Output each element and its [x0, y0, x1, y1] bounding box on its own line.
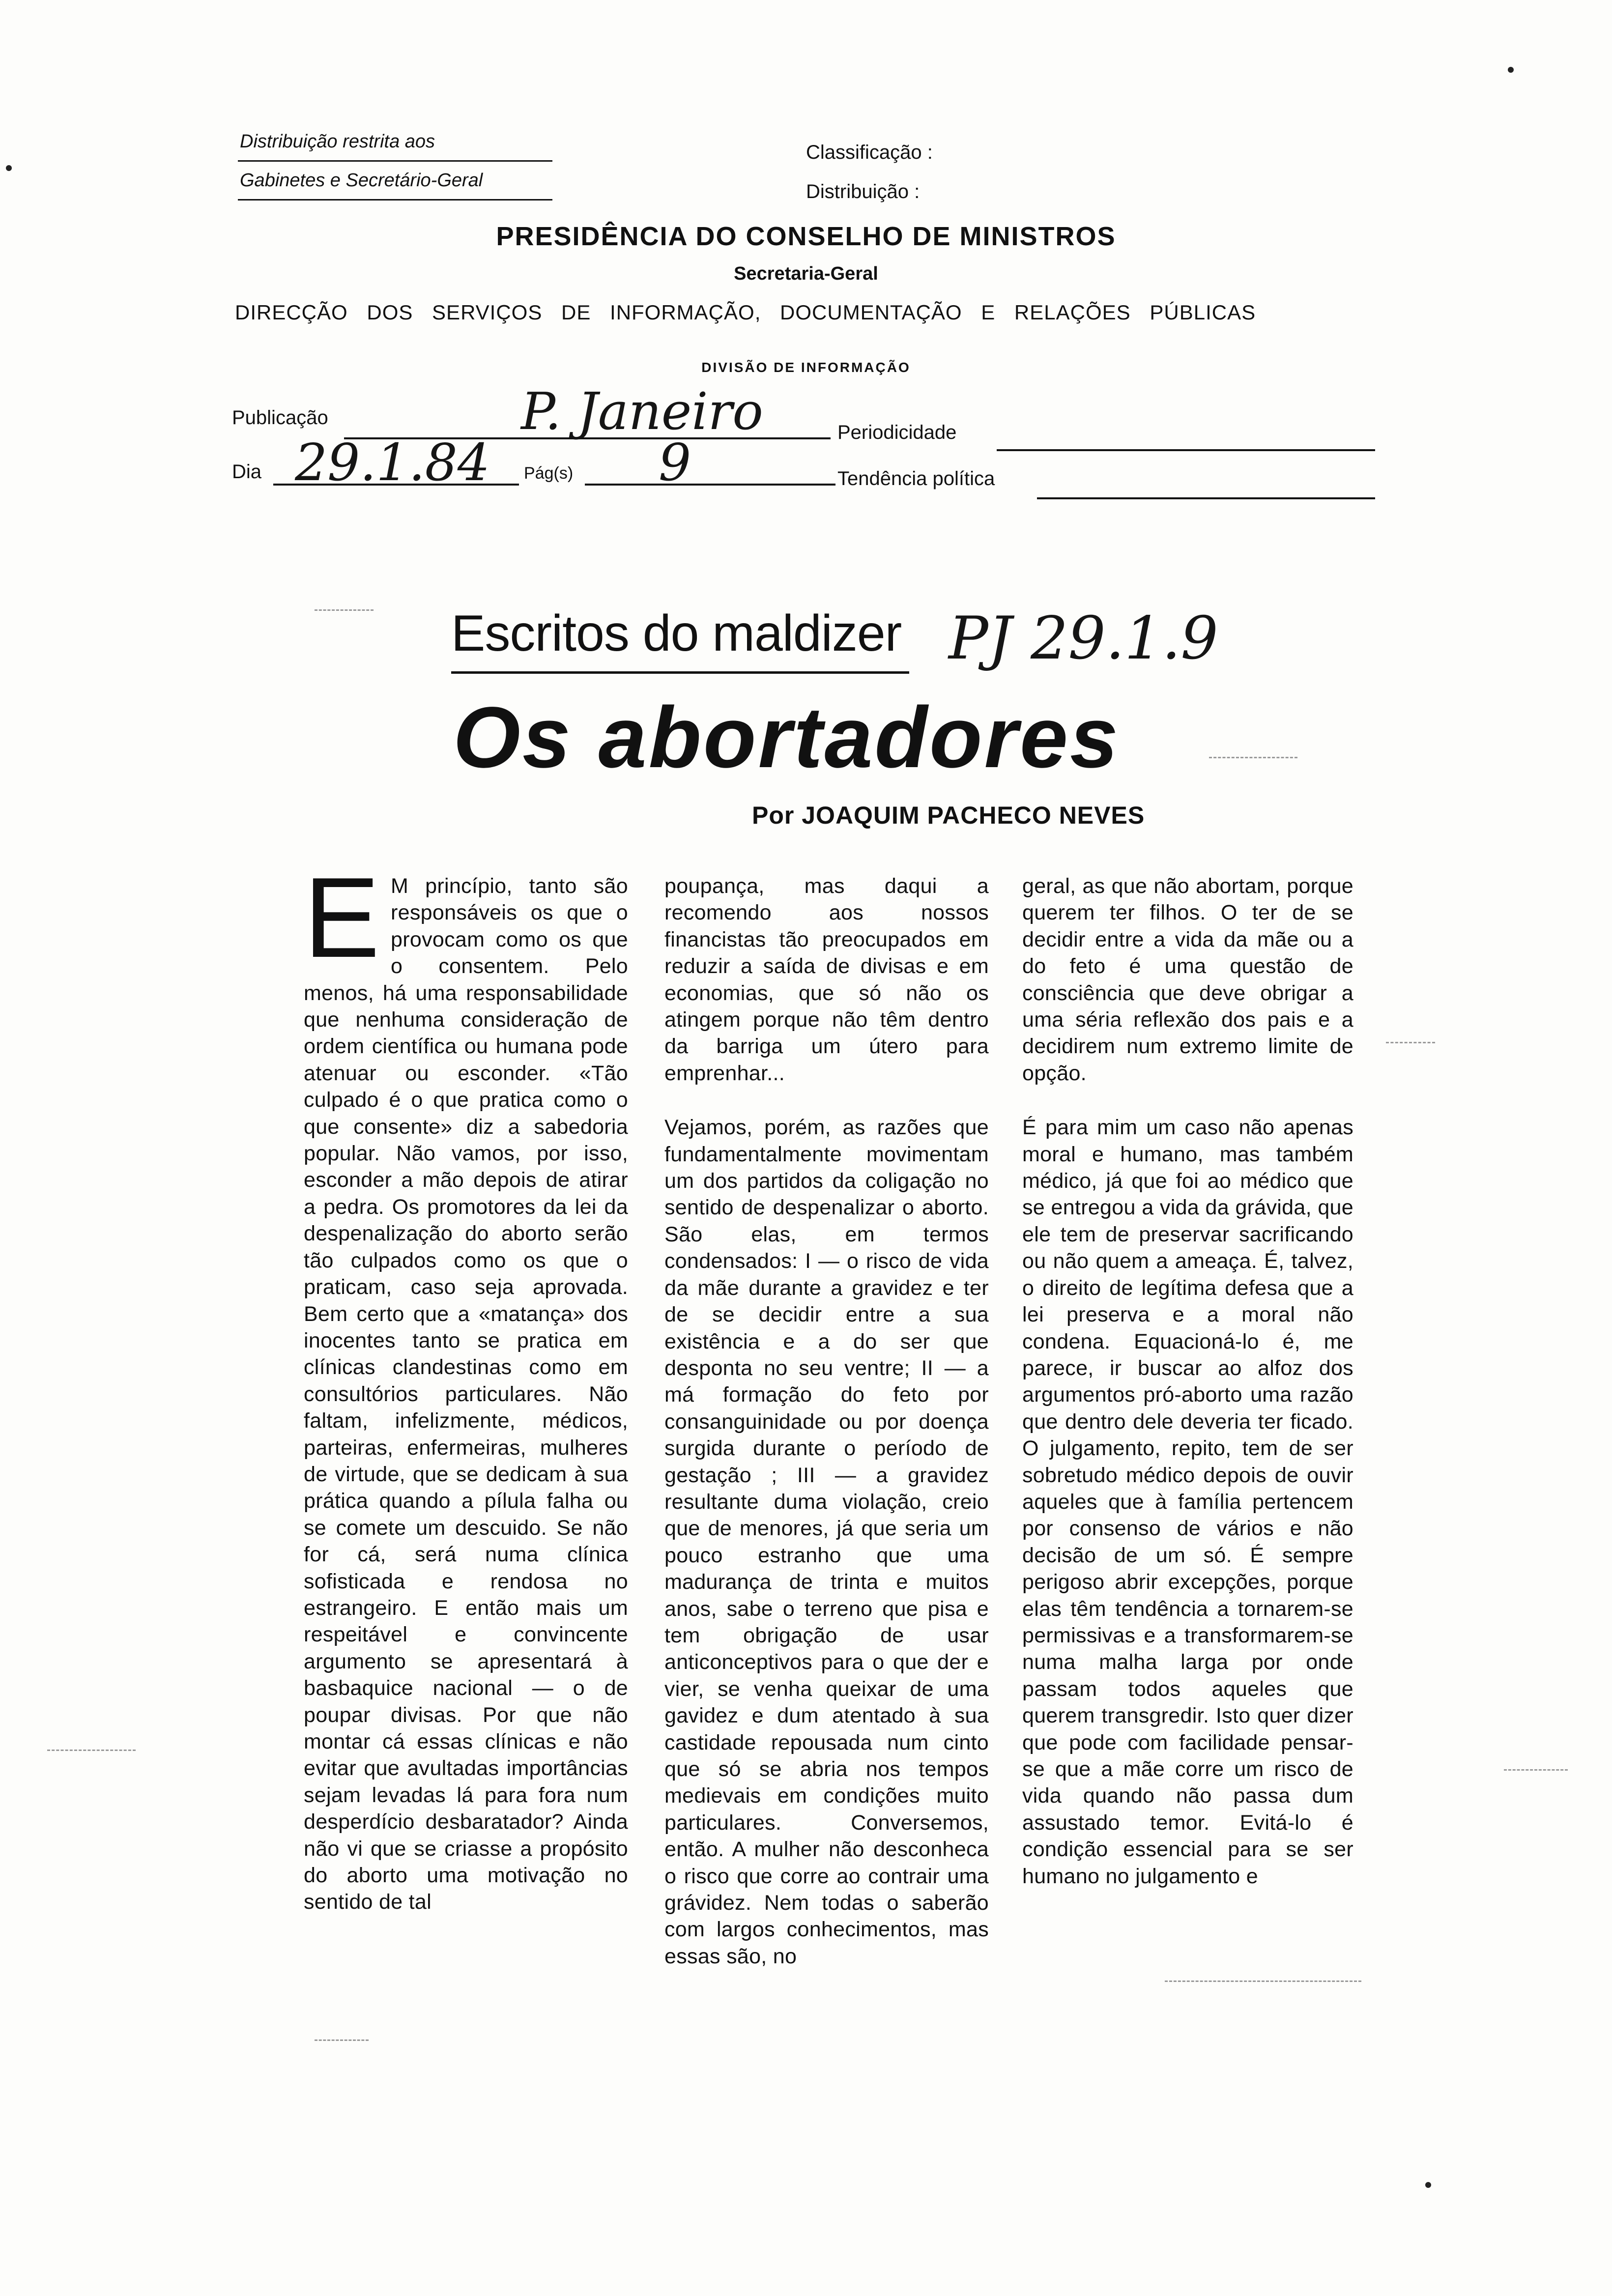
- periodicidade-line: [997, 449, 1375, 451]
- scan-smudge: [1504, 1769, 1568, 1771]
- paragraph: geral, as que não abortam, porque querem ter filhos. O ter de se decidir entre a vida da mãe ou a do feto é uma questão de consciência que deve obrigar a uma séria reflexão dos pais e a decidirem num extremo limite de opção.: [1022, 874, 1353, 1085]
- article-title: Os abortadores: [453, 689, 1120, 786]
- publicacao-value: P. Janeiro: [521, 381, 763, 441]
- distribution-note-line-1: Distribuição restrita aos: [238, 123, 552, 162]
- scan-smudge: [315, 609, 374, 611]
- paragraph-text: M princípio, tanto são responsáveis os que o provocam como os que o consentem. Pelo menos, há uma responsabilidade que nenhuma consideração de ordem científica ou humana pode atenuar ou esconder. «Tão culpado é o que pratica como o que consente» diz a sabedoria popular. Não vamos, por isso, esconder a mão depois de atirar a pedra. Os promotores da lei da despenalização do aborto serão tão culpados como os que o praticam, caso seja aprovada. Bem certo que a «matança» dos inocentes tanto se pratica em clínicas clandestinas como em consultórios particulares. Não faltam, infelizmente, médicos, parteiras, enfermeiras, mulheres de virtude, que se dedicam à sua prática quando a pílula falha ou se comete um descuido. Se não for cá, será numa clínica sofisticada e rendosa no estrangeiro. E então mais um respeitável e convincente argumento se apresentará à basbaquice nacional — o de poupar divisas. Por que não montar cá essas clínicas e não evitar que avultadas importâncias sejam levadas lá para fora num desperdício desbaratador? Ainda não vi que se criasse a propósito do aborto uma motivação no sentido de tal: [304, 874, 628, 1914]
- scan-smudge: [315, 2039, 369, 2041]
- drop-cap: E: [304, 854, 380, 981]
- scan-smudge: [1209, 757, 1297, 758]
- pags-line: [585, 484, 835, 486]
- article-column-1: [304, 854, 628, 1916]
- periodicidade-label: Periodicidade: [837, 422, 957, 443]
- tendencia-label: Tendência política: [837, 468, 995, 489]
- distribution-note: [238, 123, 552, 201]
- article-column-3: [1022, 873, 1353, 1890]
- scan-smudge: [47, 1750, 136, 1751]
- scan-speck: [1508, 67, 1514, 73]
- scan-speck: [6, 165, 12, 171]
- tendencia-line: [1037, 497, 1375, 499]
- distribution-note-line-2: Gabinetes e Secretário-Geral: [238, 162, 552, 201]
- secretariat-heading: Secretaria-Geral: [734, 263, 878, 284]
- paragraph: poupança, mas daqui a recomendo aos nossos financistas tão preocupados em reduzir a saída de divisas e em economias, que só não os atingem porque não têm dentro da barriga um útero para emprenhar...: [664, 874, 989, 1085]
- handwritten-margin-note: PJ 29.1.9: [949, 604, 1218, 673]
- directorate-heading: DIRECÇÃO DOS SERVIÇOS DE INFORMAÇÃO, DOCUMENTAÇÃO E RELAÇÕES PÚBLICAS: [235, 301, 1256, 324]
- kicker-rule: [451, 671, 909, 674]
- institution-heading: PRESIDÊNCIA DO CONSELHO DE MINISTROS: [496, 222, 1116, 251]
- scan-smudge: [1165, 1980, 1361, 1982]
- classificacao-label: Classificação :: [806, 142, 933, 163]
- pags-value: 9: [659, 432, 691, 492]
- scan-smudge: [1386, 1042, 1435, 1043]
- paragraph: Vejamos, porém, as razões que fundamentalmente movimentam um dos partidos da coligação no sentido de despenalizar o aborto. São elas, em termos condensados: I — o risco de vida da mãe durante a gravidez e ter de se decidir entre a sua existência e a do ser que desponta no seu ventre; II — a má formação do feto por consanguinidade ou por doença surgida durante o período de gestação ; III — a gravidez resultante duma violação, creio que de menores, já que seria um pouco estranho que uma madurança de trinta e muitos anos, sabe o terreno que pisa e tem obrigação de usar anticonceptivos para o que der e vier, se venha queixar de uma gavidez e dum atentado à sua castidade repousada num cinto que só se abria nos tempos medievais em condições muito particulares. Conversemos, então. A mulher não desconheca o risco que corre ao contrair uma grávidez. Nem todas o saberão com largos conhecimentos, mas essas são, no: [664, 1116, 989, 1968]
- distribuicao-label: Distribuição :: [806, 181, 920, 202]
- paragraph: [304, 854, 628, 1916]
- article-byline: Por JOAQUIM PACHECO NEVES: [752, 802, 1145, 829]
- article-kicker: Escritos do maldizer: [451, 605, 902, 662]
- pags-label: Pág(s): [524, 464, 574, 483]
- scan-speck: [1425, 2182, 1431, 2188]
- article-column-2: [664, 873, 989, 1970]
- dia-value: 29.1.84: [295, 432, 490, 492]
- paragraph: É para mim um caso não apenas moral e humano, mas também médico, já que foi ao médico que se entregou a vida da grávida, que ele tem de preservar sacrificando ou não quem a ameaça. É, talvez, o direito de legítima defesa que a lei preserva e a moral não condena. Equacioná-lo é, me parece, ir buscar ao alfoz dos argumentos pró-aborto uma razão que dentro dele deveria ter ficado. O julgamento, repito, tem de ser sobretudo médico depois de ouvir aqueles que à família pertencem por consenso de vários e não decisão de um só. É sempre perigoso abrir excepções, porque elas têm tendência a tornarem-se permissivas e a transformarem-se numa malha larga por onde passam todos aqueles que querem transgredir. Isto quer dizer que pode com facilidade pensar-se que a mãe corre um risco de vida quando não passa dum assustado temor. Evitá-lo é condição essencial para se ser humano no julgamento e: [1022, 1116, 1353, 1888]
- division-heading: DIVISÃO DE INFORMAÇÃO: [701, 360, 911, 375]
- publicacao-label: Publicação: [232, 407, 328, 429]
- classification-block: [806, 133, 1150, 211]
- dia-label: Dia: [232, 461, 262, 483]
